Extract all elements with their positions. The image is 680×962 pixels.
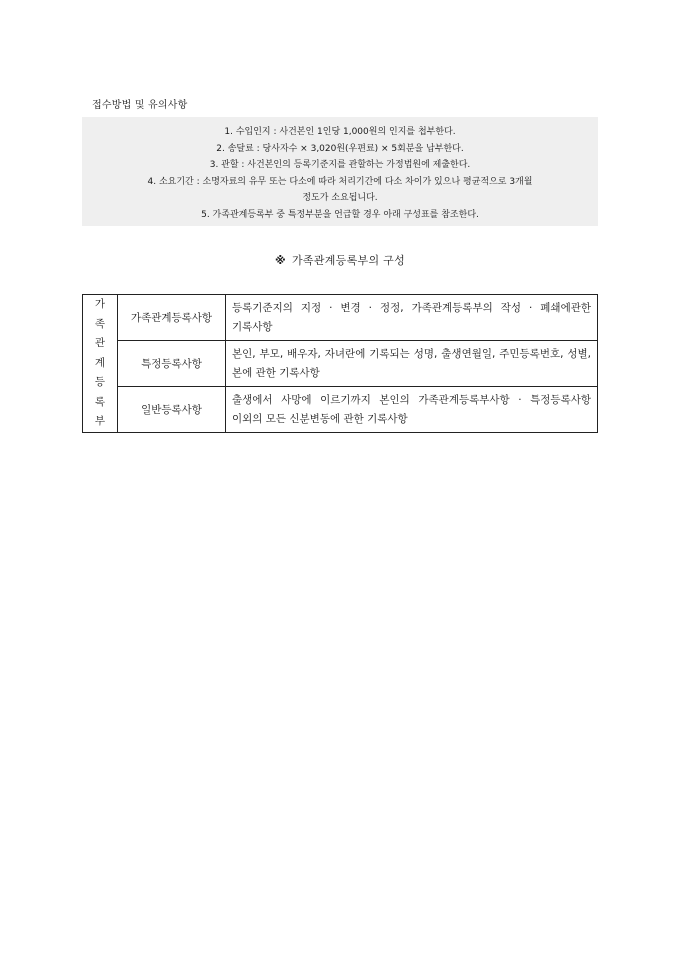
category-char: 관 — [94, 337, 106, 350]
notice-line: 3. 관할 : 사건본인의 등록기준지를 관할하는 가정법원에 제출한다. — [209, 160, 471, 170]
section-heading: 접수방법 및 유의사항 — [92, 100, 188, 111]
notice-box — [82, 117, 598, 226]
table-row — [83, 387, 598, 433]
item-cell: 일반등록사항 — [118, 387, 226, 433]
category-char: 부 — [94, 415, 106, 428]
description-cell: 등록기준지의 지정 · 변경 · 정정, 가족관계등록부의 작성 · 폐쇄에관한 기록사항 — [226, 295, 598, 341]
category-cell — [83, 295, 118, 433]
category-char: 등 — [94, 376, 106, 389]
category-char: 족 — [94, 317, 106, 330]
reference-mark: ※ — [274, 254, 286, 267]
category-char: 가 — [94, 298, 106, 311]
category-char: 록 — [94, 395, 106, 408]
notice-line: 4. 소요기간 : 소명자료의 유무 또는 다소에 따라 처리기간에 다소 차이가 있으나 평균적으로 3개월 — [147, 176, 533, 187]
notice-line: 1. 수입인지 : 사건본인 1인당 1,000원의 인지를 첩부한다. — [224, 127, 456, 137]
table-row — [83, 295, 598, 341]
table-row — [83, 341, 598, 387]
notice-line: 정도가 소요됩니다. — [302, 193, 378, 203]
notice-line: 2. 송달료 : 당사자수 × 3,020원(우편료) × 5회분을 납부한다. — [216, 143, 464, 154]
description-cell: 출생에서 사망에 이르기까지 본인의 가족관계등록부사항 · 특정등록사항 이외의 모든 신분변동에 관한 기록사항 — [226, 387, 598, 433]
item-cell: 특정등록사항 — [118, 341, 226, 387]
table-title-text: 가족관계등록부의 구성 — [291, 254, 406, 267]
category-char: 계 — [94, 356, 106, 369]
description-cell: 본인, 부모, 배우자, 자녀란에 기록되는 성명, 출생연월일, 주민등록번호, 성별, 본에 관한 기록사항 — [226, 341, 598, 387]
table-title — [0, 252, 680, 268]
item-cell: 가족관계등록사항 — [118, 295, 226, 341]
notice-line: 5. 가족관계등록부 중 특정부분을 언급할 경우 아래 구성표를 참조한다. — [201, 209, 479, 220]
registry-structure-table — [82, 294, 598, 433]
